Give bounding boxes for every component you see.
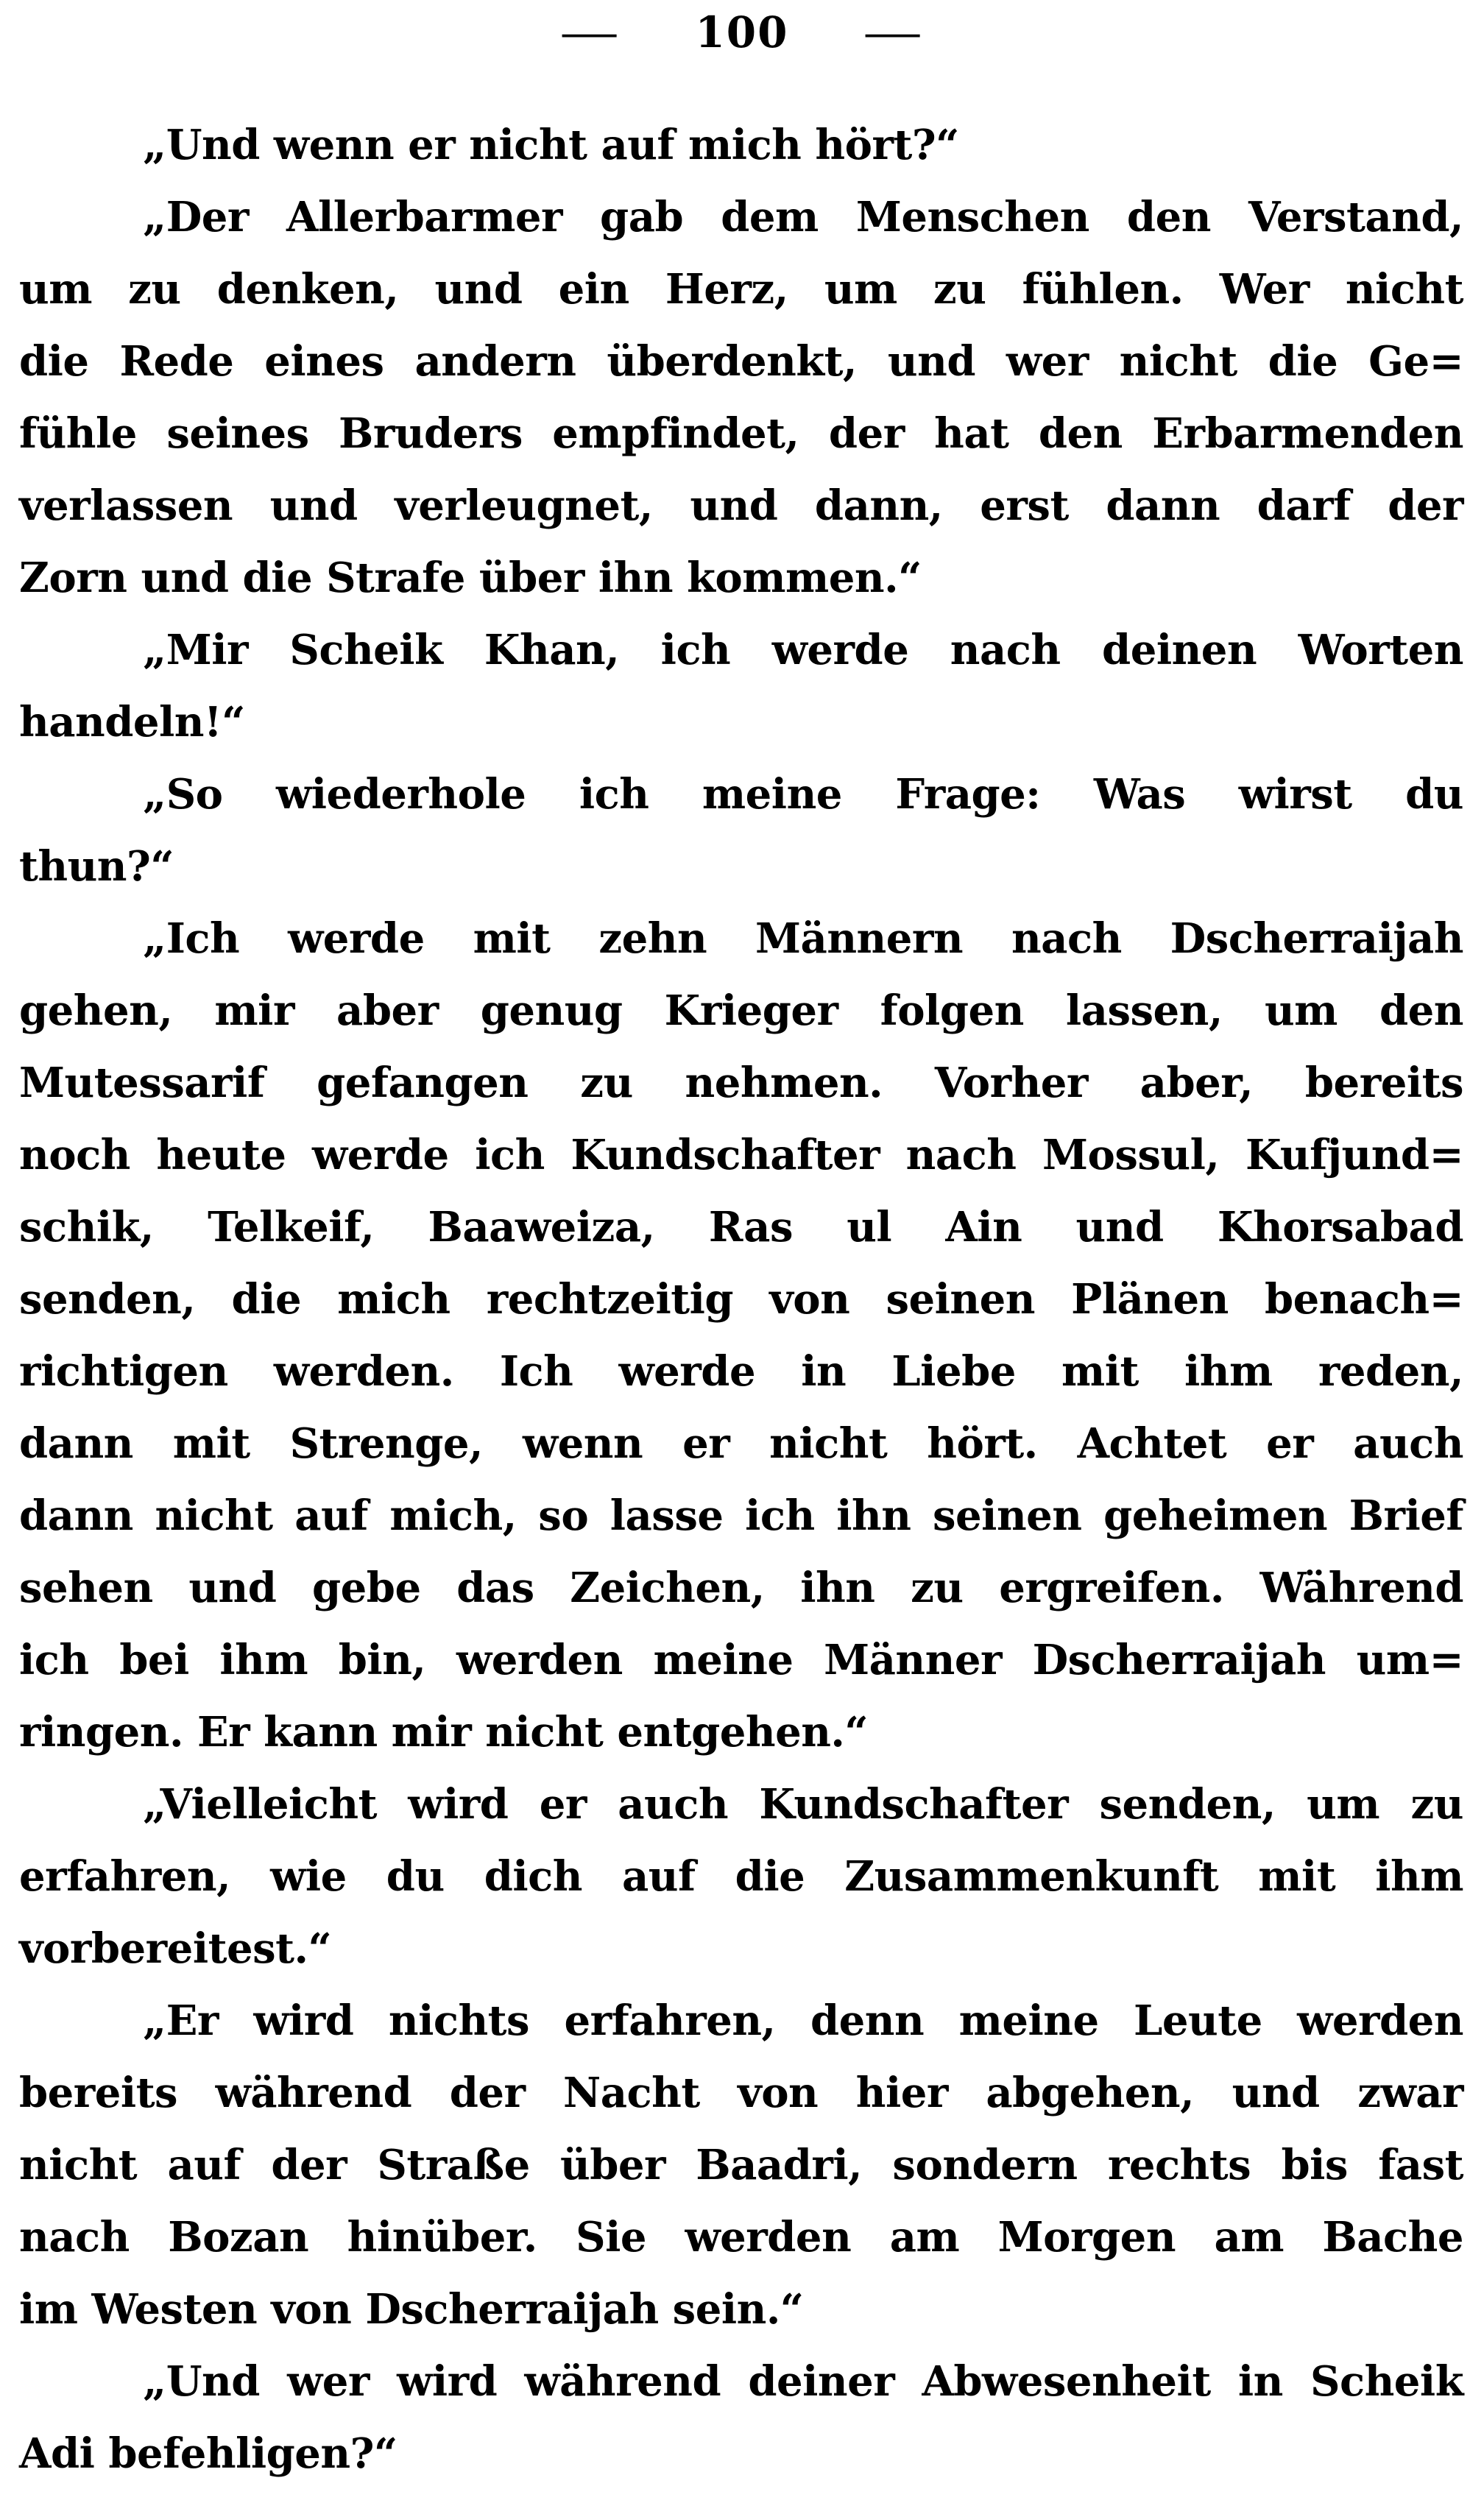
text-line: um zu denken, und ein Herz, um zu fühlen. Wer nicht <box>19 265 1463 314</box>
text-line: sehen und gebe das Zeichen, ihn zu ergreifen. Während <box>19 1564 1463 1612</box>
text-line: dann mit Strenge, wenn er nicht hört. Achtet er auch <box>19 1419 1463 1468</box>
text-line: „Und wenn er nicht auf mich hört?“ <box>143 121 959 169</box>
text-line: im Westen von Dscherraijah sein.“ <box>19 2285 804 2334</box>
text-line: „Und wer wird während deiner Abwesenheit in Scheik <box>143 2357 1463 2406</box>
running-head <box>0 7 1484 57</box>
text-line: noch heute werde ich Kundschafter nach Mossul, Kufjund= <box>19 1131 1463 1179</box>
text-line: Adi befehligen?“ <box>19 2429 398 2478</box>
text-line: Mutessarif gefangen zu nehmen. Vorher aber, bereits <box>19 1059 1463 1107</box>
text-line: ich bei ihm bin, werden meine Männer Dscherraijah um= <box>19 1636 1463 1684</box>
header-dash-right: — <box>862 7 925 57</box>
text-line: „Der Allerbarmer gab dem Menschen den Verstand, <box>143 193 1463 241</box>
text-line: fühle seines Bruders empfindet, der hat den Erbarmenden <box>19 409 1463 458</box>
page-text <box>19 109 1463 2490</box>
text-line: richtigen werden. Ich werde in Liebe mit ihm reden, <box>19 1347 1463 1396</box>
header-dash-left: — <box>559 7 622 57</box>
text-line: die Rede eines andern überdenkt, und wer nicht die Ge= <box>19 337 1463 386</box>
text-line: „Ich werde mit zehn Männern nach Dscherraijah <box>143 914 1463 963</box>
text-line: „Er wird nichts erfahren, denn meine Leute werden <box>143 1997 1463 2045</box>
text-line: vorbereitest.“ <box>19 1924 332 1973</box>
text-line: nach Bozan hinüber. Sie werden am Morgen am Bache <box>19 2213 1463 2262</box>
page-number: 100 <box>695 7 789 57</box>
text-line: nicht auf der Straße über Baadri, sondern rechts bis fast <box>19 2141 1463 2189</box>
text-line: schik, Telkeif, Baaweiza, Ras ul Ain und Khorsabad <box>19 1203 1463 1252</box>
text-line: thun?“ <box>19 842 174 891</box>
text-line: dann nicht auf mich, so lasse ich ihn seinen geheimen Brief <box>19 1491 1463 1540</box>
text-line: „So wiederhole ich meine Frage: Was wirst du <box>143 770 1463 819</box>
text-line: „Mir Scheik Khan, ich werde nach deinen Worten <box>143 626 1463 674</box>
text-line: „Vielleicht wird er auch Kundschafter senden, um zu <box>143 1780 1463 1829</box>
text-line: bereits während der Nacht von hier abgehen, und zwar <box>19 2069 1463 2117</box>
text-line: ringen. Er kann mir nicht entgehen.“ <box>19 1708 869 1757</box>
text-line: erfahren, wie du dich auf die Zusammenkunft mit ihm <box>19 1852 1463 1901</box>
text-line: verlassen und verleugnet, und dann, erst dann darf der <box>19 481 1463 530</box>
text-line: Zorn und die Strafe über ihn kommen.“ <box>19 554 922 602</box>
text-line: handeln!“ <box>19 698 245 746</box>
text-line: gehen, mir aber genug Krieger folgen lassen, um den <box>19 986 1463 1035</box>
text-line: senden, die mich rechtzeitig von seinen Plänen benach= <box>19 1275 1463 1324</box>
